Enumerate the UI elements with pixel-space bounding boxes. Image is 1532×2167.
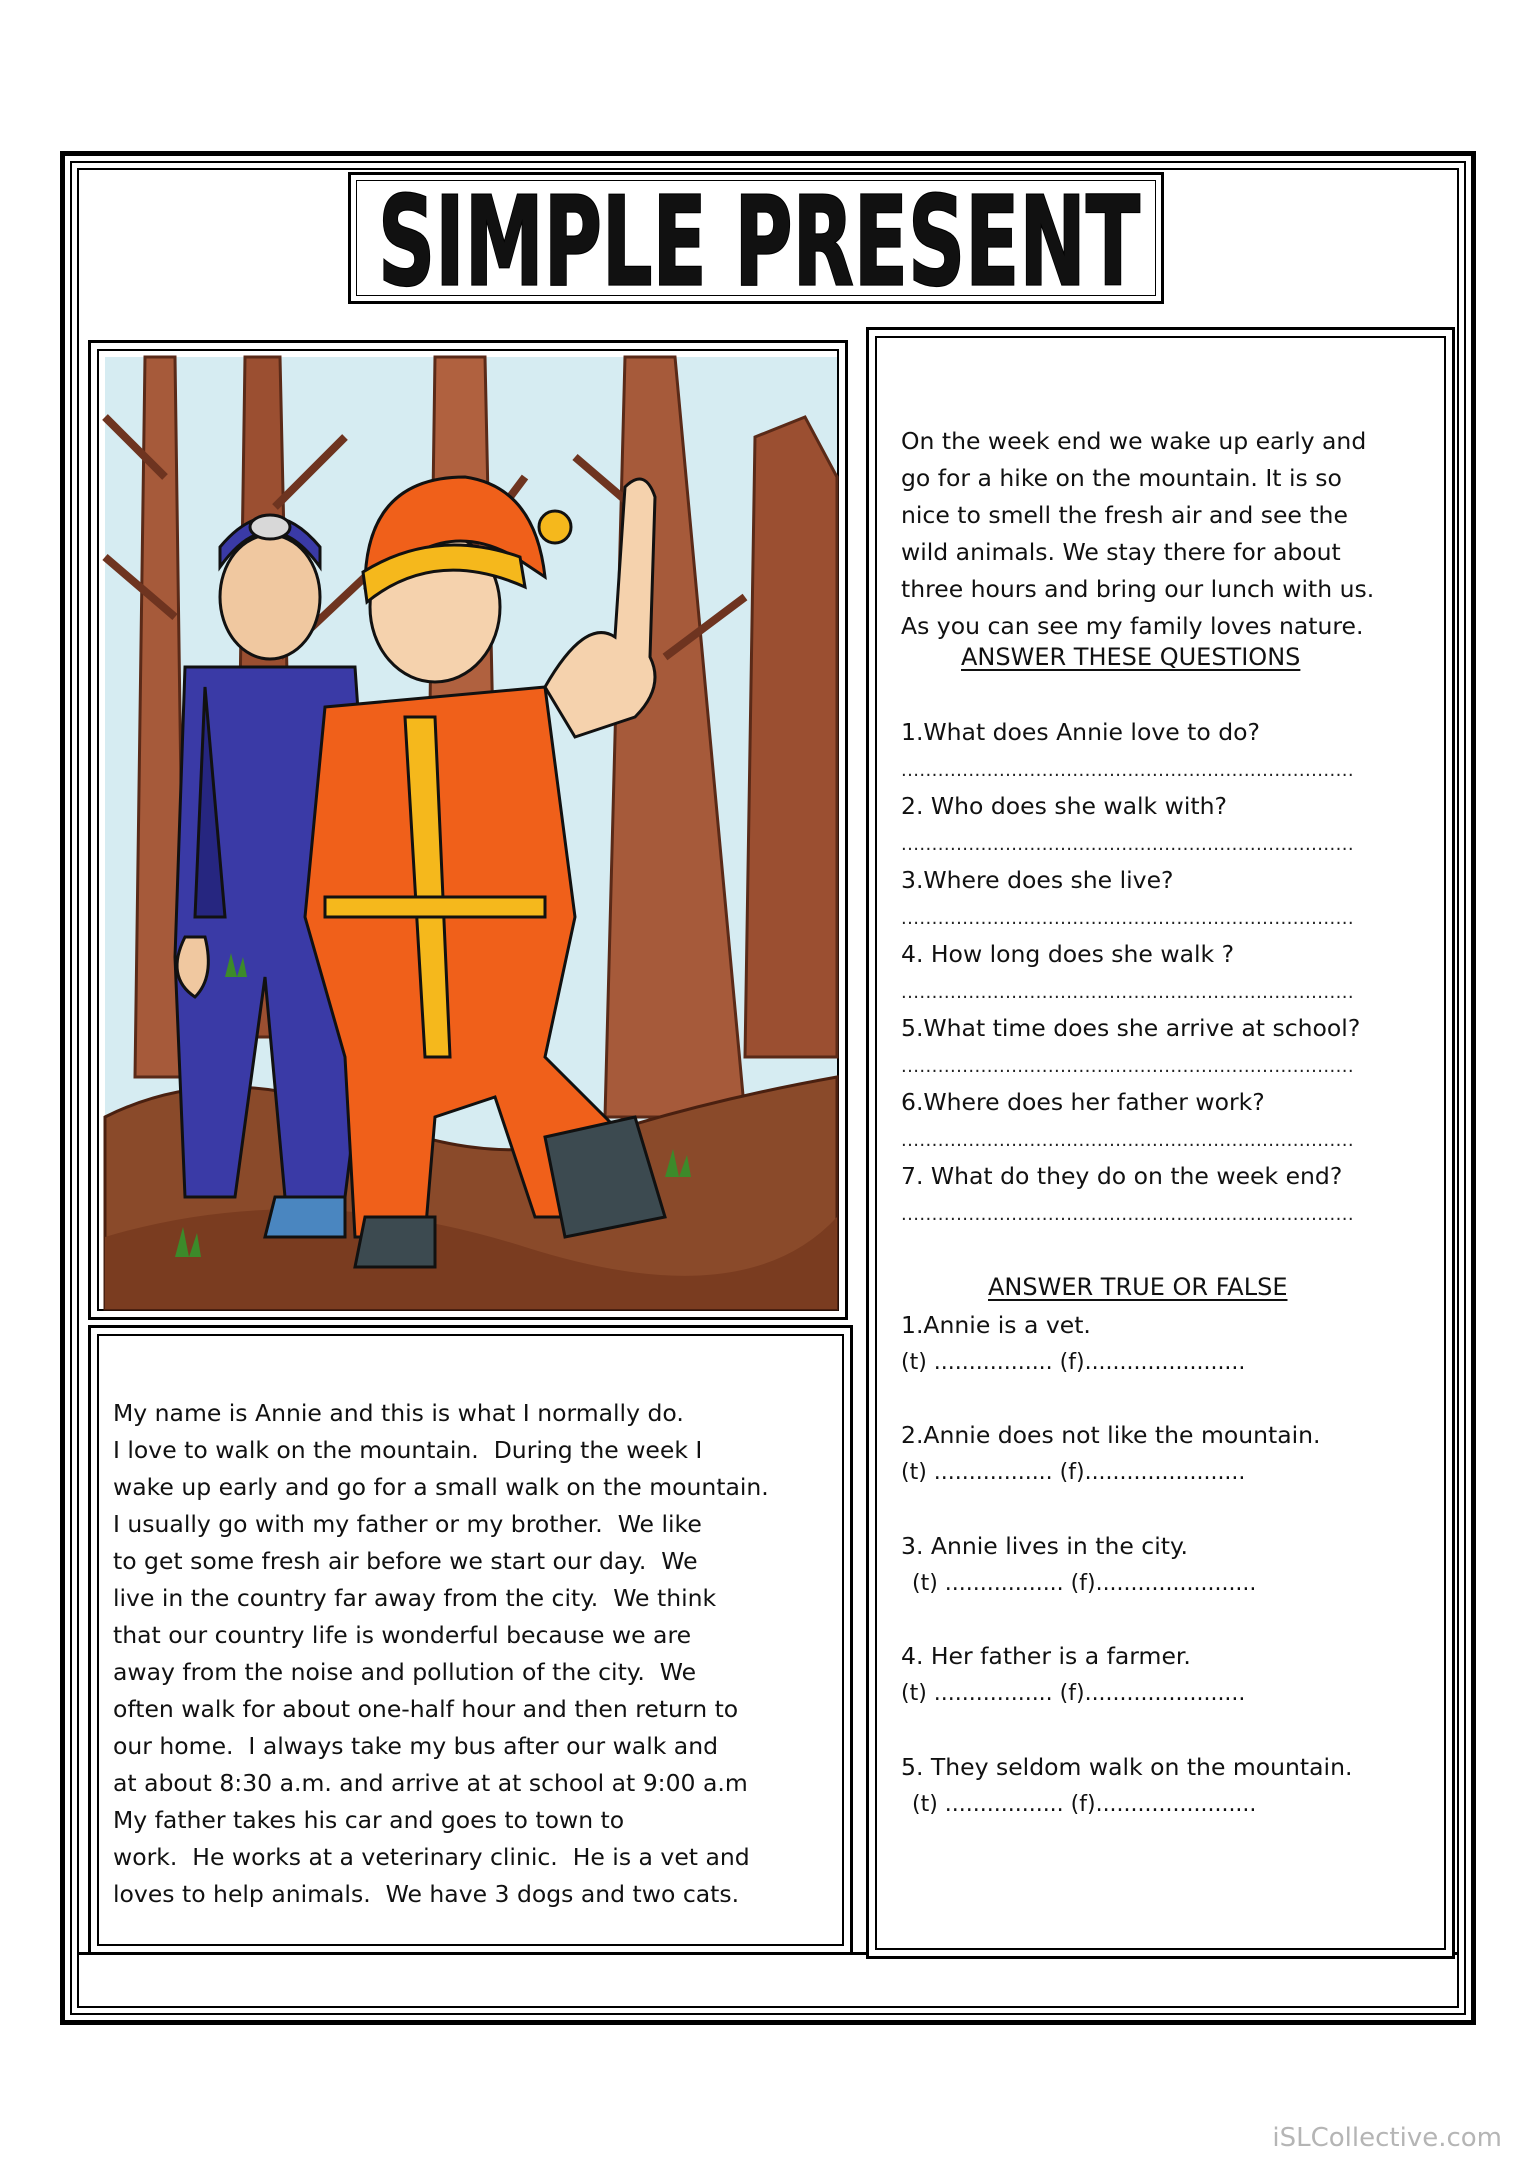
question-5: 5.What time does she arrive at school? — [901, 1014, 1361, 1042]
questions-heading: ANSWER THESE QUESTIONS — [961, 643, 1301, 671]
tf-options-4[interactable]: (t) ................. (f)....................... — [901, 1681, 1246, 1706]
tf-options-5[interactable]: (t) ................. (f)....................... — [912, 1792, 1257, 1817]
answer-line-2[interactable]: .......................................................................... — [901, 834, 1355, 855]
tf-statement-4: 4. Her father is a farmer. — [901, 1642, 1191, 1670]
story-line: wake up early and go for a small walk on the mountain. — [113, 1473, 769, 1501]
story-line: My father takes his car and goes to town to — [113, 1806, 625, 1834]
story-line: to get some fresh air before we start our day. We — [113, 1547, 698, 1575]
watermark: iSLCollective.com — [1272, 2123, 1502, 2153]
question-7: 7. What do they do on the week end? — [901, 1162, 1343, 1190]
intro-line: nice to smell the fresh air and see the — [901, 501, 1348, 529]
intro-line: As you can see my family loves nature. — [901, 612, 1364, 640]
hikers-illustration — [105, 357, 837, 1309]
answer-line-4[interactable]: .......................................................................... — [901, 982, 1355, 1003]
answer-line-1[interactable]: .......................................................................... — [901, 760, 1355, 781]
story-line: our home. I always take my bus after our walk and — [113, 1732, 719, 1760]
tf-options-3[interactable]: (t) ................. (f)....................... — [912, 1571, 1257, 1596]
answer-line-5[interactable]: .......................................................................... — [901, 1056, 1355, 1077]
story-text — [113, 1358, 769, 1950]
answer-line-3[interactable]: .......................................................................... — [901, 908, 1355, 929]
story-line: at about 8:30 a.m. and arrive at at school at 9:00 a.m — [113, 1769, 748, 1797]
question-1: 1.What does Annie love to do? — [901, 718, 1260, 746]
story-line: live in the country far away from the city. We think — [113, 1584, 717, 1612]
question-2: 2. Who does she walk with? — [901, 792, 1227, 820]
illustration-panel — [88, 340, 848, 1320]
intro-line: go for a hike on the mountain. It is so — [901, 464, 1342, 492]
story-line: that our country life is wonderful because we are — [113, 1621, 692, 1649]
tf-statement-1: 1.Annie is a vet. — [901, 1311, 1091, 1339]
story-line: work. He works at a veterinary clinic. He is a vet and — [113, 1843, 750, 1871]
story-line: often walk for about one-half hour and then return to — [113, 1695, 739, 1723]
tf-options-1[interactable]: (t) ................. (f)....................... — [901, 1350, 1246, 1375]
story-line: My name is Annie and this is what I normally do. — [113, 1399, 684, 1427]
intro-text — [901, 386, 1374, 682]
intro-line: On the week end we wake up early and — [901, 427, 1367, 455]
question-3: 3.Where does she live? — [901, 866, 1174, 894]
tf-options-2[interactable]: (t) ................. (f)....................... — [901, 1460, 1246, 1485]
story-line: away from the noise and pollution of the city. We — [113, 1658, 697, 1686]
tf-statement-5: 5. They seldom walk on the mountain. — [901, 1753, 1353, 1781]
story-line: I love to walk on the mountain. During the week I — [113, 1436, 703, 1464]
true-false-heading: ANSWER TRUE OR FALSE — [988, 1273, 1288, 1301]
intro-line: three hours and bring our lunch with us. — [901, 575, 1375, 603]
tf-statement-2: 2.Annie does not like the mountain. — [901, 1421, 1321, 1449]
answer-line-7[interactable]: .......................................................................... — [901, 1204, 1355, 1225]
title-banner — [348, 169, 1164, 314]
intro-line: wild animals. We stay there for about — [901, 538, 1341, 566]
tf-statement-3: 3. Annie lives in the city. — [901, 1532, 1188, 1560]
answer-line-6[interactable]: .......................................................................... — [901, 1130, 1355, 1151]
question-6: 6.Where does her father work? — [901, 1088, 1265, 1116]
story-line: loves to help animals. We have 3 dogs and two cats. — [113, 1880, 740, 1908]
story-line: I usually go with my father or my brother. We like — [113, 1510, 702, 1538]
page-title: SIMPLE PRESENT — [378, 169, 1140, 314]
question-4: 4. How long does she walk ? — [901, 940, 1235, 968]
